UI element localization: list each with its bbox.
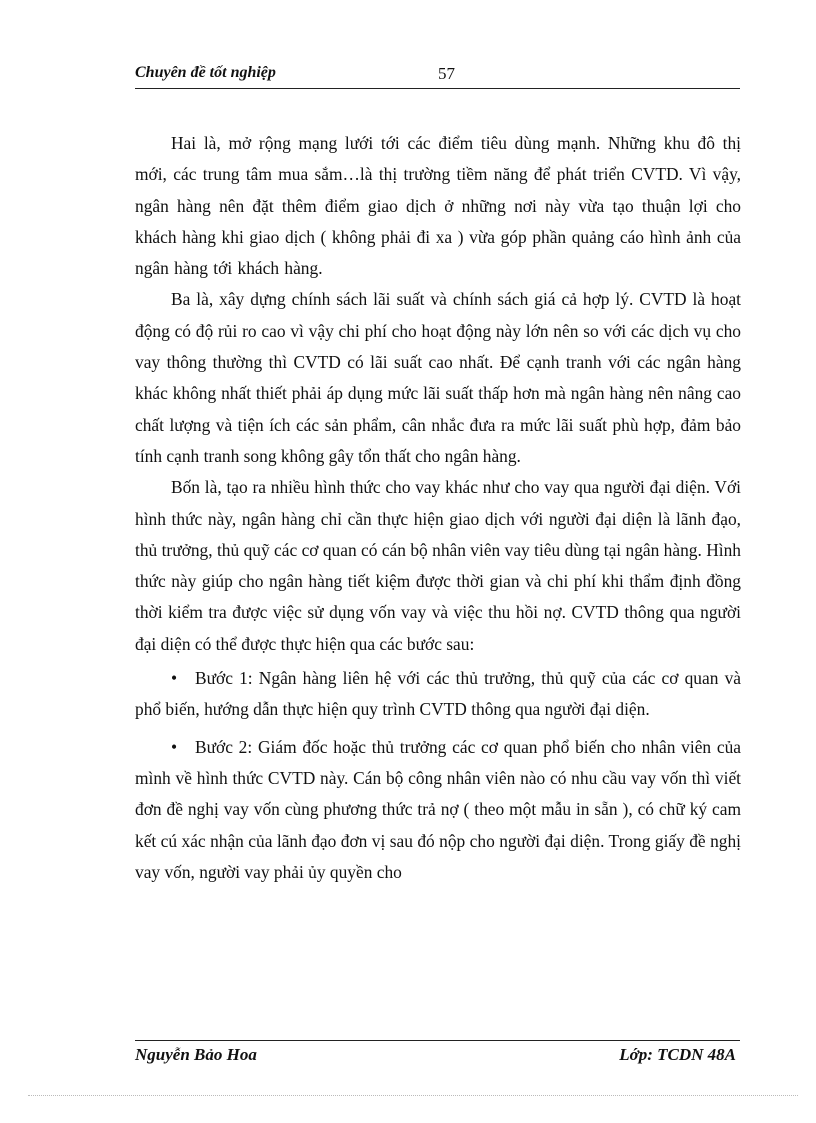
bullet-icon: • bbox=[171, 736, 178, 757]
paragraph: Bốn là, tạo ra nhiều hình thức cho vay khác như cho vay qua người đại diện. Với hình thức này, ngân hàng chỉ cần thực hiện giao dịch với người đại diện là lãnh đạo, thủ trưởng, thủ quỹ các cơ quan có cán bộ nhân viên vay tiêu dùng tại ngân hàng. Hình thức này giúp cho ngân hàng tiết kiệm được thời gian và chi phí khi thẩm định đồng thời kiểm tra được việc sử dụng vốn vay và việc thu hồi nợ. CVTD thông qua người đại diện có thể được thực hiện qua các bước sau: bbox=[135, 477, 741, 654]
paragraph: Ba là, xây dựng chính sách lãi suất và chính sách giá cả hợp lý. CVTD là hoạt động có độ rủi ro cao vì vậy chi phí cho hoạt động này lớn nên so với các dịch vụ cho vay thông thường thì CVTD có lãi suất cao nhất. Để cạnh tranh với các ngân hàng khác không nhất thiết phải áp dụng mức lãi suất thấp hơn mà ngân hàng nên nâng cao chất lượng và tiện ích các sản phẩm, cân nhắc đưa ra mức lãi suất phù hợp, đảm bảo tính cạnh tranh song không gây tổn thất cho ngân hàng. bbox=[135, 289, 741, 466]
document-title: Chuyên đề tốt nghiệp bbox=[135, 64, 276, 81]
bullet-item bbox=[135, 732, 741, 888]
class-label: Lớp: TCDN 48A bbox=[619, 1045, 736, 1064]
page-edge-divider bbox=[28, 1095, 798, 1096]
bullet-icon: • bbox=[171, 668, 178, 689]
bullet-item bbox=[135, 663, 741, 726]
page-footer bbox=[135, 1040, 740, 1071]
author-name: Nguyễn Bảo Hoa bbox=[135, 1045, 257, 1064]
bullet-text: Bước 1: Ngân hàng liên hệ với các thủ trưởng, thủ quỹ của các cơ quan và phổ biến, hướng dẫn thực hiện quy trình CVTD thông qua người đại diện. bbox=[135, 668, 741, 720]
page-number: 57 bbox=[438, 64, 455, 83]
page-header bbox=[135, 62, 740, 89]
bullet-text: Bước 2: Giám đốc hoặc thủ trưởng các cơ quan phổ biến cho nhân viên của mình về hình thức CVTD này. Cán bộ công nhân viên nào có nhu cầu vay vốn thì viết đơn đề nghị vay vốn cùng phương thức trả nợ ( theo một mẫu in sẵn ), có chữ ký cam kết cú xác nhận của lãnh đạo đơn vị sau đó nộp cho người đại diện. Trong giấy đề nghị vay vốn, người vay phải ủy quyền cho bbox=[135, 736, 741, 882]
paragraph: Hai là, mở rộng mạng lưới tới các điểm tiêu dùng mạnh. Những khu đô thị mới, các trung tâm mua sắm…là thị trường tiềm năng để phát triển CVTD. Vì vậy, ngân hàng nên đặt thêm điểm giao dịch ở những nơi này vừa tạo thuận lợi cho khách hàng khi giao dịch ( không phải đi xa ) vừa góp phần quảng cáo hình ảnh của ngân hàng tới khách hàng. bbox=[135, 133, 741, 279]
document-body bbox=[135, 128, 741, 888]
